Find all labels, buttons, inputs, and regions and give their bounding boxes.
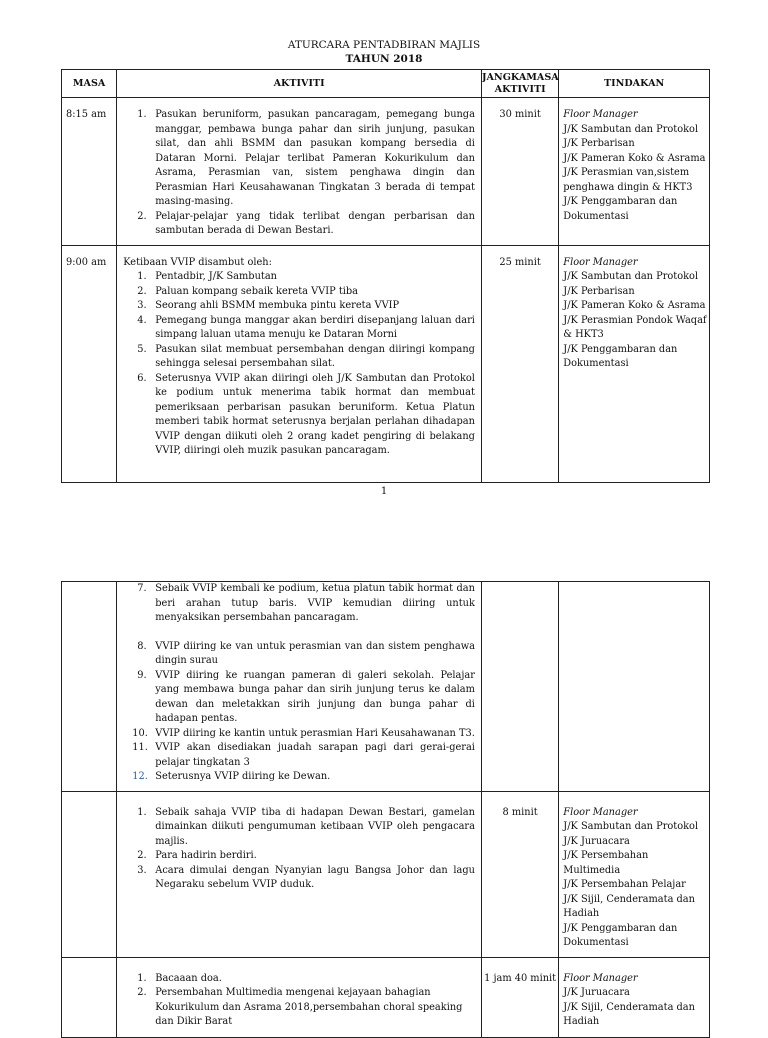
list-item: 2. Persembahan Multimedia mengenai kejayaan bahagian Kokurikulum dan Asrama 2018,persembahan choral speaking dan Dikir Barat (137, 987, 463, 1027)
tindakan-item: J/K Perasmian Pondok Waqaf & HKT3 (563, 314, 707, 340)
header-masa: MASA (62, 70, 117, 98)
document-title: ATURCARA PENTADBIRAN MAJLIS (287, 39, 481, 51)
list-item: 2. Paluan kompang sebaik kereta VVIP tiba (137, 285, 359, 297)
tindakan-item: J/K Sambutan dan Protokol (563, 271, 699, 282)
list-item: 9. VVIP diiring ke ruangan pameran di galeri sekolah. Pelajar yang membawa bunga pahar dan sirih junjung terus ke dalam dewan dan meletakkan sirih junjung dan bunga pahar di hadapan pentas. (137, 669, 475, 724)
masa-cell: 9:00 am (66, 256, 107, 268)
header-aktiviti: AKTIVITI (117, 70, 482, 98)
list-item: 4. Pemegang bunga manggar akan berdiri disepanjang laluan dari simpang laluan utama menuju ke Dataran Morni (137, 314, 475, 340)
list-item: 1. Sebaik sahaja VVIP tiba di hadapan Dewan Bestari, gamelan dimainkan diikuti pengumuman ketibaan VVIP oleh pengacara majlis. (137, 806, 475, 847)
list-item: 2. Para hadirin berdiri. (137, 850, 257, 861)
header-jangkamasa: JANGKAMASA AKTIVITI (481, 70, 558, 98)
document-subtitle: TAHUN 2018 (345, 53, 423, 65)
tindakan-item: J/K Juruacara (563, 835, 630, 847)
tindakan-item: J/K Sambutan dan Protokol (563, 821, 699, 832)
page-1 (0, 38, 768, 66)
list-item: 8. VVIP diiring ke van untuk perasmian van dan sistem penghawa dingin surau (137, 640, 475, 666)
tindakan-head: Floor Manager (563, 806, 638, 818)
tindakan-head: Floor Manager (563, 972, 638, 984)
list-item: 5. Pasukan silat membuat persembahan dengan diiringi kompang sehingga selesai persembahan silat. (137, 343, 475, 369)
tindakan-head: Floor Manager (563, 256, 638, 268)
jangkamasa-cell: 1 jam 40 minit (484, 972, 557, 984)
list-item: 10. VVIP diiring ke kantin untuk perasmian Hari Keusahawanan T3. (132, 727, 475, 739)
tindakan-item: J/K Juruacara (563, 987, 630, 998)
list-item: 3. Seorang ahli BSMM membuka pintu kereta VVIP (137, 300, 400, 311)
tindakan-item: J/K Sijil, Cenderamata dan Hadiah (563, 1001, 695, 1027)
tindakan-item: J/K Penggambaran dan Dokumentasi (563, 343, 678, 369)
table-row (62, 957, 710, 1037)
tindakan-item: J/K Sambutan dan Protokol (563, 123, 699, 135)
activity-list (123, 972, 475, 1030)
tindakan-item: J/K Pameran Koko & Asrama (563, 300, 706, 311)
tindakan-item: J/K Persembahan Multimedia (563, 850, 649, 876)
tindakan-item: J/K Penggambaran dan Dokumentasi (563, 922, 678, 948)
activity-list (123, 582, 475, 626)
list-item: 2. Pelajar-pelajar yang tidak terlibat dengan perbarisan dan sambutan berada di Dewan Bestari. (137, 210, 475, 236)
list-item: 1. Pentadbir, J/K Sambutan (137, 271, 277, 282)
table-row (62, 582, 710, 792)
activity-list (123, 806, 475, 893)
masa-cell: 8:15 am (66, 109, 107, 120)
activity-list (123, 270, 475, 459)
list-item: 1. Bacaaan doa. (137, 972, 222, 984)
tindakan-item: J/K Persembahan Pelajar (563, 879, 686, 890)
jangkamasa-cell: 30 minit (499, 109, 541, 120)
tindakan-item: J/K Perbarisan (563, 285, 635, 297)
intro-text: Ketibaan VVIP disambut oleh: (123, 256, 272, 268)
tindakan-item: J/K Pameran Koko & Asrama (563, 152, 706, 164)
jangkamasa-cell: 8 minit (502, 806, 538, 818)
list-item: 12. Seterusnya VVIP diiring ke Dewan. (132, 771, 331, 782)
list-item: 6. Seterusnya VVIP akan diiringi oleh J/K Sambutan dan Protokol ke podium untuk menerima tabik hormat dan membuat pemeriksaan perbarisan pasukan beruniform. Ketua Platun memberi tabik hormat seterusnya berjalan perlahan dihadapan VVIP dengan diikuti oleh 2 orang kadet pengiring di belakang VVIP, diiringi oleh muzik pasukan pancaragam. (137, 372, 475, 456)
list-item: 1. Pasukan beruniform, pasukan pancaragam, pemegang bunga manggar, pembawa bunga pahar dan sirih junjung, pasukan silat, dan ahli BSMM dan pasukan kompang bersedia di Dataran Morni. Pelajar terlibat Pameran Kokurikulum dan Asrama, Perasmian van, sistem penghawa dingin dan Perasmian Hari Keusahawanan Tingkatan 3 berada di tempat masing-masing. (137, 109, 475, 207)
header-tindakan: TINDAKAN (559, 70, 710, 98)
list-item: 7. Sebaik VVIP kembali ke podium, ketua platun tabik hormat dan beri arahan tutup baris. VVIP kemudian diiring untuk menyaksikan persembahan pancaragam. (137, 583, 475, 623)
tindakan-item: J/K Penggambaran dan Dokumentasi (563, 196, 678, 222)
schedule-table-page2 (61, 581, 710, 1038)
schedule-table-page1 (61, 69, 710, 483)
list-item: 11. VVIP akan disediakan juadah sarapan pagi dari gerai-gerai pelajar tingkatan 3 (132, 742, 475, 768)
tindakan-head: Floor Manager (563, 109, 638, 120)
table-row (62, 791, 710, 957)
tindakan-item: J/K Perasmian van,sistem penghawa dingin & HKT3 (563, 167, 693, 193)
tindakan-item: J/K Perbarisan (563, 138, 635, 149)
page-number: 1 (380, 486, 388, 497)
table-row (62, 98, 710, 246)
activity-list (123, 108, 475, 239)
table-row (62, 245, 710, 482)
jangkamasa-cell: 25 minit (499, 256, 541, 268)
list-item: 3. Acara dimulai dengan Nyanyian lagu Bangsa Johor dan lagu Negaraku sebelum VVIP duduk. (137, 864, 475, 890)
tindakan-item: J/K Sijil, Cenderamata dan Hadiah (563, 893, 695, 919)
activity-list (123, 640, 475, 785)
